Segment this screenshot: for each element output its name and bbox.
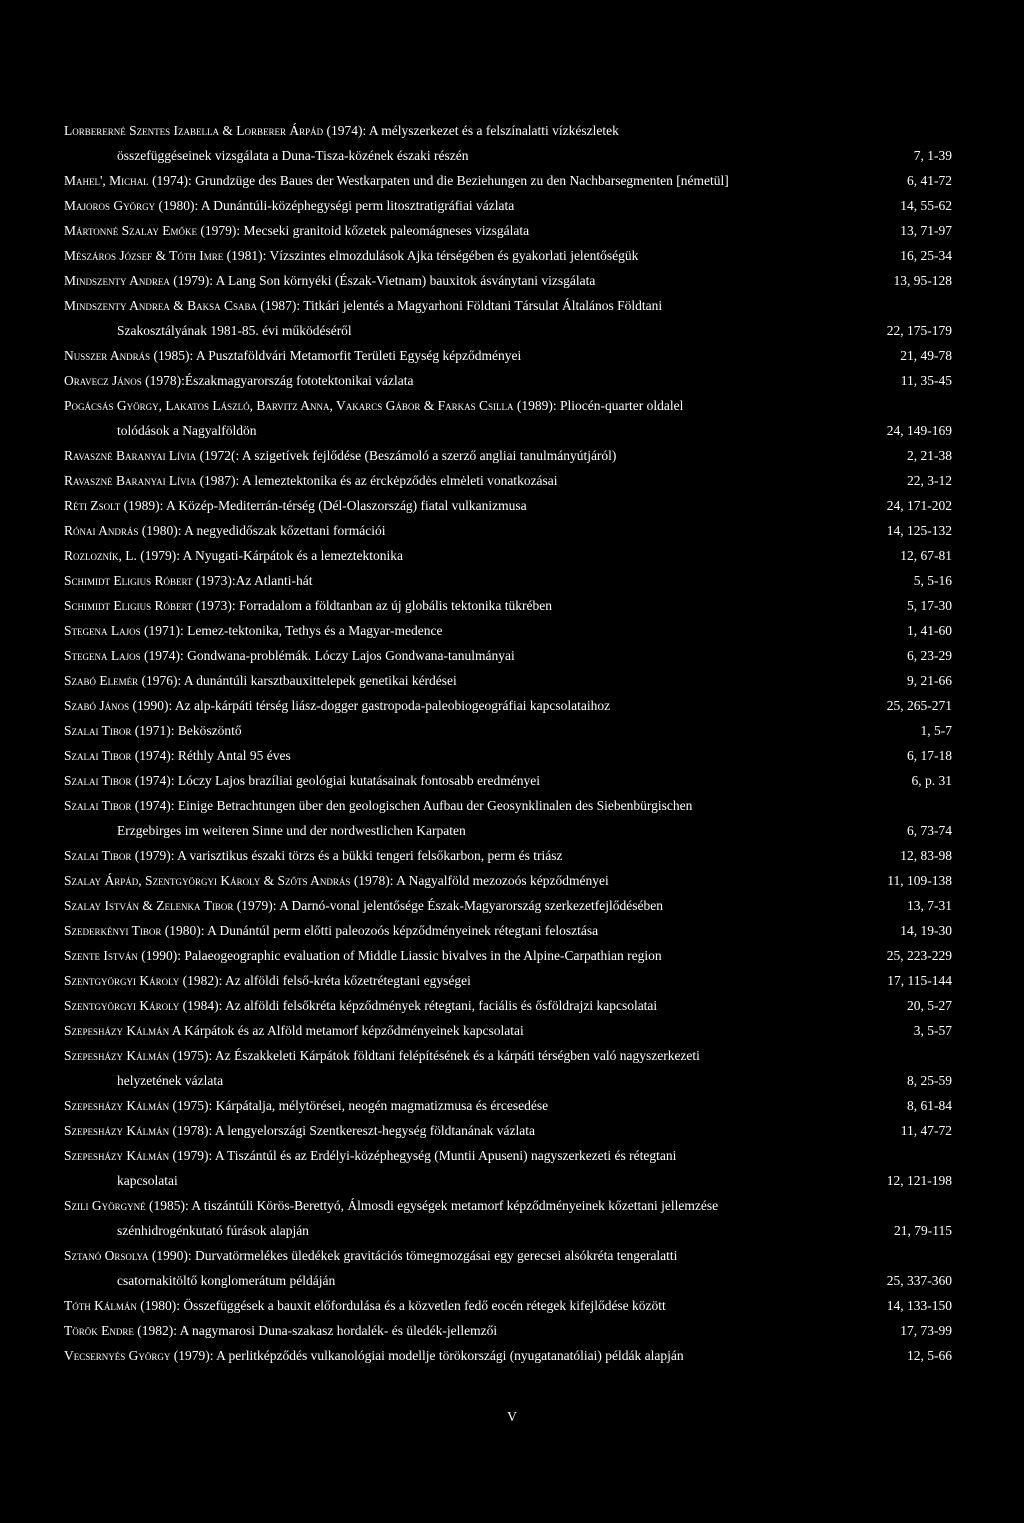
- entry-title: (1989): Pliocén-quarter oldalel: [513, 398, 684, 413]
- entry-text: [64, 218, 890, 243]
- entry-line: [64, 1143, 952, 1168]
- entry-reference: 14, 125-132: [886, 523, 952, 538]
- entry-line: [64, 643, 952, 668]
- bibliography-entry: [64, 1343, 952, 1368]
- bibliography-entry: [64, 693, 952, 718]
- entry-author: Mahel', Michal: [64, 173, 149, 188]
- entry-reference: 1, 5-7: [920, 723, 952, 738]
- bibliography-entry: [64, 393, 952, 443]
- entry-reference: 6, 23-29: [907, 648, 952, 663]
- entry-line: [64, 618, 952, 643]
- entry-author: Szalay Árpád, Szentgyörgyi Károly & Szőts András: [64, 873, 351, 888]
- bibliography-entry: [64, 1318, 952, 1343]
- entry-text: [64, 618, 897, 643]
- entry-author: Szepesházy Kálmán: [64, 1148, 170, 1163]
- entry-reference: 21, 79-115: [894, 1223, 952, 1238]
- entry-line: [64, 843, 952, 868]
- entry-line: [64, 1043, 952, 1068]
- entry-reference: 8, 25-59: [907, 1073, 952, 1088]
- entry-reference: 20, 5-27: [907, 998, 952, 1013]
- entry-title: (1985): A Pusztaföldvári Metamorfit Területi Egység képződményei: [150, 348, 522, 363]
- entry-title: (1974): Einige Betrachtungen über den geologischen Aufbau der Geosynklinalen des Siebenbürgischen: [131, 798, 693, 813]
- entry-author: Szabó Elemér: [64, 673, 139, 688]
- entry-text: [64, 968, 877, 993]
- entry-reference: 13, 71-97: [900, 223, 952, 238]
- entry-title: A Kárpátok és az Alföld metamorf képződményeinek kapcsolatai: [169, 1023, 524, 1038]
- entry-author: Schimidt Eligius Róbert: [64, 573, 193, 588]
- entry-continuation: Szakosztályának 1981-85. évi működéséről: [117, 323, 352, 338]
- entry-title: (1971): Beköszöntő: [131, 723, 242, 738]
- entry-reference: 12, 67-81: [900, 548, 952, 563]
- entry-text: [64, 593, 897, 618]
- entry-reference: 16, 25-34: [900, 248, 952, 263]
- entry-reference: 13, 95-128: [893, 273, 952, 288]
- entry-text: [64, 1293, 877, 1318]
- entry-reference: 8, 61-84: [907, 1098, 952, 1113]
- entry-author: Mészáros József & Tóth Imre: [64, 248, 224, 263]
- bibliography-entry: [64, 1243, 952, 1293]
- entry-line: [64, 118, 952, 143]
- entry-reference: 9, 21-66: [907, 673, 952, 688]
- entry-text: [64, 1193, 952, 1218]
- entry-reference: 25, 265-271: [886, 698, 952, 713]
- entry-continuation: Erzgebirges im weiteren Sinne und der nordwestlichen Karpaten: [117, 823, 466, 838]
- entry-text: [64, 343, 890, 368]
- entry-text: [64, 468, 897, 493]
- bibliography-entry: [64, 268, 952, 293]
- entry-author: Mindszenty Andrea & Baksa Csaba: [64, 298, 258, 313]
- entry-author: Szepesházy Kálmán: [64, 1048, 170, 1063]
- entry-reference: 14, 19-30: [900, 923, 952, 938]
- entry-author: Majoros György: [64, 198, 156, 213]
- entry-line: [64, 443, 952, 468]
- entry-text: [64, 793, 952, 818]
- entry-title: (1974): Grundzüge des Baues der Westkarpaten und die Beziehungen zu den Nachbarsegmenten [németül]: [148, 173, 729, 188]
- entry-author: Rozlozník, L.: [64, 548, 137, 563]
- entry-author: Nusszer András: [64, 348, 151, 363]
- entry-text: [64, 993, 897, 1018]
- entry-author: Szabó János: [64, 698, 130, 713]
- entry-title: (1982): A nagymarosi Duna-szakasz hordalék- és üledék-jellemzői: [133, 1323, 498, 1338]
- entry-author: Lorbererné Szentes Izabella & Lorberer Árpád: [64, 123, 324, 138]
- entry-author: Szalai Tibor: [64, 848, 132, 863]
- entry-reference: 5, 17-30: [907, 598, 952, 613]
- entry-line: [64, 168, 952, 193]
- bibliography-entry: [64, 118, 952, 168]
- entry-title: (1982): Az alföldi felső-kréta kőzetrétegtani egységei: [179, 973, 471, 988]
- entry-line: [64, 543, 952, 568]
- entry-title: (1978): A Nagyalföld mezozoós képződményei: [350, 873, 609, 888]
- bibliography-entry: [64, 1043, 952, 1093]
- entry-author: Szentgyörgyi Károly: [64, 998, 180, 1013]
- entry-line: [64, 368, 952, 393]
- entry-text: [64, 843, 890, 868]
- entry-line: [64, 793, 952, 818]
- entry-reference: 7, 1-39: [913, 148, 952, 163]
- entry-text: [64, 1318, 890, 1343]
- entry-title: (1971): Lemez-tektonika, Tethys és a Magyar-medence: [140, 623, 443, 638]
- bibliography-entry: [64, 618, 952, 643]
- bibliography-entry: [64, 868, 952, 893]
- bibliography-entry: [64, 843, 952, 868]
- entry-reference: 11, 109-138: [887, 873, 952, 888]
- entry-author: Szepesházy Kálmán: [64, 1023, 170, 1038]
- entry-author: Stegena Lajos: [64, 623, 141, 638]
- bibliography-entry: [64, 1118, 952, 1143]
- entry-title: (1973): Forradalom a földtanban az új globális tektonika tükrében: [192, 598, 552, 613]
- entry-line: [64, 268, 952, 293]
- bibliography-entry: [64, 543, 952, 568]
- entry-author: Ravasznė Baranyai Lívia: [64, 448, 197, 463]
- bibliography-entry: [64, 293, 952, 343]
- entry-line: [64, 718, 952, 743]
- entry-author: Sztanó Orsolya: [64, 1248, 149, 1263]
- entry-author: Török Endre: [64, 1323, 134, 1338]
- bibliography-entry: [64, 568, 952, 593]
- entry-title: (1987): A lemeztektonika és az érckėpződės elmėleti vonatkozásai: [196, 473, 558, 488]
- entry-author: Szepesházy Kálmán: [64, 1123, 170, 1138]
- entry-text: [64, 518, 877, 543]
- entry-author: Szalai Tibor: [64, 748, 132, 763]
- entry-text: [64, 393, 952, 418]
- entry-line: [64, 818, 952, 843]
- entry-author: Tóth Kálmán: [64, 1298, 137, 1313]
- entry-title: (1973):Az Atlanti-hát: [192, 573, 313, 588]
- entry-text: [64, 268, 884, 293]
- entry-continuation: szénhidrogénkutató fúrások alapján: [117, 1223, 309, 1238]
- entry-text: [64, 893, 897, 918]
- entry-line: [64, 1343, 952, 1368]
- bibliography-entry: [64, 993, 952, 1018]
- bibliography-entry: [64, 593, 952, 618]
- entry-line: [64, 1068, 952, 1093]
- entry-author: Ravasznė Baranyai Lívia: [64, 473, 197, 488]
- entry-reference: 11, 47-72: [900, 1123, 952, 1138]
- entry-title: (1979): Mecseki granitoid kőzetek paleomágneses vizsgálata: [196, 223, 530, 238]
- entry-title: (1981): Vízszintes elmozdulások Ajka térségében és gyakorlati jelentőségük: [223, 248, 639, 263]
- entry-line: [64, 1118, 952, 1143]
- entry-line: [64, 318, 952, 343]
- entry-text: [64, 1043, 952, 1068]
- bibliography-entry: [64, 193, 952, 218]
- bibliography-entry: [64, 343, 952, 368]
- entry-reference: 5, 5-16: [913, 573, 952, 588]
- entry-reference: 24, 171-202: [886, 498, 952, 513]
- bibliography-entry: [64, 218, 952, 243]
- entry-text: [64, 243, 890, 268]
- entry-author: Szepesházy Kálmán: [64, 1098, 170, 1113]
- entry-reference: 3, 5-57: [913, 1023, 952, 1038]
- entry-line: [64, 568, 952, 593]
- entry-line: [64, 293, 952, 318]
- entry-text: [64, 568, 904, 593]
- entry-author: Vecsernyés György: [64, 1348, 171, 1363]
- entry-title: (1979): A varisztikus északi törzs és a bükki tengeri felsőkarbon, perm és triász: [131, 848, 563, 863]
- bibliography-entry: [64, 443, 952, 468]
- entry-reference: 12, 83-98: [900, 848, 952, 863]
- entry-line: [64, 1293, 952, 1318]
- entry-line: [64, 1243, 952, 1268]
- entry-author: Oravecz János: [64, 373, 142, 388]
- entry-reference: 6, p. 31: [911, 773, 952, 788]
- entry-line: [64, 518, 952, 543]
- entry-reference: 6, 17-18: [907, 748, 952, 763]
- bibliography-entry: [64, 468, 952, 493]
- entry-line: [64, 1093, 952, 1118]
- entry-text: [64, 918, 890, 943]
- entry-text: [64, 493, 877, 518]
- entry-line: [64, 218, 952, 243]
- entry-title: (1975): Az Északkeleti Kárpátok földtani felépítésének és a kárpáti térségben való nagyszerkezeti: [169, 1048, 700, 1063]
- entry-line: [64, 668, 952, 693]
- entry-title: (1979): A Tiszántúl és az Erdélyi-középhegység (Muntii Apuseni) nagyszerkezeti és rétegtani: [169, 1148, 677, 1163]
- entry-reference: 6, 73-74: [907, 823, 952, 838]
- bibliography-entry: [64, 793, 952, 843]
- entry-reference: 21, 49-78: [900, 348, 952, 363]
- page-number: V: [507, 1409, 517, 1424]
- entry-continuation: kapcsolatai: [117, 1173, 178, 1188]
- bibliography-entry: [64, 668, 952, 693]
- entry-title: (1990): Durvatörmelékes üledékek gravitációs tömegmozgásai egy gerecsei alsókréta tengeralatti: [148, 1248, 678, 1263]
- entry-line: [64, 343, 952, 368]
- entry-text: [64, 293, 952, 318]
- entry-line: [64, 1168, 952, 1193]
- entry-text: [64, 668, 897, 693]
- entry-author: Szentgyörgyi Károly: [64, 973, 180, 988]
- entry-text: [64, 193, 890, 218]
- bibliography-entry: [64, 1143, 952, 1193]
- entry-continuation: tolódások a Nagyalföldön: [117, 423, 257, 438]
- entry-title: (1974): Lóczy Lajos brazíliai geológiai kutatásainak fontosabb eredményei: [131, 773, 540, 788]
- entry-text: [64, 743, 897, 768]
- entry-line: [64, 1318, 952, 1343]
- entry-reference: 1, 41-60: [907, 623, 952, 638]
- entry-title: (1979): A Lang Son környéki (Észak-Vietnam) bauxitok ásványtani vizsgálata: [169, 273, 596, 288]
- entry-title: (1980): A Dunántúl perm előtti paleozoós képződményeinek rétegtani felosztása: [161, 923, 599, 938]
- entry-reference: 14, 55-62: [900, 198, 952, 213]
- entry-author: Szalai Tibor: [64, 723, 132, 738]
- bibliography-entry: [64, 893, 952, 918]
- entry-title: (1989): A Közép-Mediterrán-térség (Dél-Olaszország) fiatal vulkanizmusa: [120, 498, 527, 513]
- entry-author: Szalai Tibor: [64, 773, 132, 788]
- entry-line: [64, 693, 952, 718]
- entry-title: (1976): A dunántúli karsztbauxittelepek genetikai kérdései: [138, 673, 457, 688]
- entry-author: Réti Zsolt: [64, 498, 121, 513]
- entry-author: Schimidt Eligius Róbert: [64, 598, 193, 613]
- entry-line: [64, 1193, 952, 1218]
- entry-title: (1974): A mélyszerkezet és a felszínalatti vízkészletek: [323, 123, 619, 138]
- entry-text: [64, 543, 890, 568]
- entry-title: (1990): Palaeogeographic evaluation of Middle Liassic bivalves in the Alpine-Carpathian region: [137, 948, 662, 963]
- entry-author: Szalai Tibor: [64, 798, 132, 813]
- entry-continuation: helyzetének vázlata: [117, 1073, 224, 1088]
- entry-line: [64, 743, 952, 768]
- entry-text: [64, 443, 897, 468]
- entry-reference: 14, 133-150: [886, 1298, 952, 1313]
- entry-text: [64, 768, 902, 793]
- bibliography-entry: [64, 718, 952, 743]
- entry-line: [64, 393, 952, 418]
- entry-text: [64, 1243, 952, 1268]
- entry-author: Rónai András: [64, 523, 139, 538]
- bibliography-entry: [64, 968, 952, 993]
- bibliography-entry: [64, 1018, 952, 1043]
- entry-reference: 2, 21-38: [907, 448, 952, 463]
- entry-text: [64, 1118, 891, 1143]
- entry-title: (1979): A perlitképződés vulkanológiai modellje törökországi (nyugatanatóliai) példák alapján: [170, 1348, 684, 1363]
- entry-continuation: csatornakitöltő konglomerátum példáján: [117, 1273, 336, 1288]
- entry-line: [64, 243, 952, 268]
- entry-title: (1972(: A szigetívek fejlődése (Beszámoló a szerző angliai tanulmányútjáról): [196, 448, 617, 463]
- entry-title: (1978):Északmagyarország fototektonikai vázlata: [141, 373, 414, 388]
- entry-text: [64, 693, 877, 718]
- entry-line: [64, 1268, 952, 1293]
- entry-line: [64, 868, 952, 893]
- entry-reference: 24, 149-169: [886, 423, 952, 438]
- entry-text: [64, 943, 877, 968]
- entry-author: Stegena Lajos: [64, 648, 141, 663]
- entry-reference: 6, 41-72: [907, 173, 952, 188]
- entry-line: [64, 593, 952, 618]
- entry-line: [64, 943, 952, 968]
- bibliography-entry: [64, 643, 952, 668]
- entry-title: (1975): Kárpátalja, mélytörései, neogén magmatizmusa és ércesedése: [169, 1098, 549, 1113]
- entry-reference: 25, 223-229: [886, 948, 952, 963]
- bibliography-entry: [64, 918, 952, 943]
- bibliography-entry: [64, 768, 952, 793]
- entry-text: [64, 118, 952, 143]
- bibliography-entry: [64, 743, 952, 768]
- entry-author: Szili Györgyné: [64, 1198, 146, 1213]
- entry-reference: 25, 337-360: [886, 1273, 952, 1288]
- entry-author: Szente István: [64, 948, 138, 963]
- entry-title: (1980): A Dunántúli-középhegységi perm litosztratigráfiai vázlata: [155, 198, 515, 213]
- entry-text: [64, 1143, 952, 1168]
- entry-title: (1990): Az alp-kárpáti térség liász-dogger gastropoda-paleobiogeográfiai kapcsolataihoz: [129, 698, 611, 713]
- entry-author: Mindszenty Andrea: [64, 273, 170, 288]
- entry-title: (1987): Titkári jelentés a Magyarhoni Földtani Társulat Általános Földtani: [257, 298, 663, 313]
- entry-reference: 22, 3-12: [907, 473, 952, 488]
- entry-reference: 11, 35-45: [900, 373, 952, 388]
- entry-title: (1979): A Nyugati-Kárpátok és a lemeztektonika: [136, 548, 404, 563]
- entry-text: [64, 1343, 897, 1368]
- entry-line: [64, 768, 952, 793]
- bibliography-entry: [64, 518, 952, 543]
- entry-text: [64, 168, 897, 193]
- entry-line: [64, 493, 952, 518]
- bibliography-entry: [64, 943, 952, 968]
- entry-title: (1974): Réthly Antal 95 éves: [131, 748, 291, 763]
- entry-title: (1984): Az alföldi felsőkréta képződmények rétegtani, faciális és ősföldrajzi kapcsolatai: [179, 998, 658, 1013]
- bibliography-entry: [64, 1093, 952, 1118]
- entry-reference: 12, 5-66: [907, 1348, 952, 1363]
- bibliography-entry: [64, 243, 952, 268]
- entry-title: (1979): A Darnó-vonal jelentősége Észak-Magyarország szerkezetfejlődésében: [233, 898, 663, 913]
- entry-line: [64, 893, 952, 918]
- entry-title: (1974): Gondwana-problémák. Lóczy Lajos Gondwana-tanulmányai: [140, 648, 515, 663]
- entry-author: Szederkényi Tibor: [64, 923, 162, 938]
- entry-line: [64, 468, 952, 493]
- entry-line: [64, 193, 952, 218]
- entry-line: [64, 918, 952, 943]
- entry-text: [64, 1018, 904, 1043]
- bibliography-list: [64, 118, 952, 1368]
- entry-title: (1978): A lengyelországi Szentkereszt-hegység földtanának vázlata: [169, 1123, 536, 1138]
- bibliography-entry: [64, 1193, 952, 1243]
- entry-author: Szalay István & Zelenka Tibor: [64, 898, 234, 913]
- entry-text: [64, 1093, 897, 1118]
- entry-reference: 17, 73-99: [900, 1323, 952, 1338]
- entry-title: (1980): A negyedidőszak kőzettani formációi: [138, 523, 386, 538]
- entry-line: [64, 143, 952, 168]
- entry-line: [64, 993, 952, 1018]
- bibliography-entry: [64, 1293, 952, 1318]
- entry-title: (1985): A tiszántúli Körös-Berettyó, Álmosdi egységek metamorf képződményeinek kőzettani jellemzése: [145, 1198, 719, 1213]
- entry-reference: 12, 121-198: [886, 1173, 952, 1188]
- entry-line: [64, 1018, 952, 1043]
- entry-text: [64, 868, 877, 893]
- entry-line: [64, 1218, 952, 1243]
- entry-reference: 22, 175-179: [886, 323, 952, 338]
- bibliography-entry: [64, 368, 952, 393]
- entry-continuation: összefüggéseinek vizsgálata a Duna-Tisza-közének északi részén: [117, 148, 469, 163]
- entry-line: [64, 418, 952, 443]
- entry-author: Mártonné Szalay Emőke: [64, 223, 197, 238]
- entry-text: [64, 368, 891, 393]
- entry-text: [64, 643, 897, 668]
- entry-title: (1980): Összefüggések a bauxit előfordulása és a közvetlen fedő eocén rétegek kifejlődése között: [136, 1298, 666, 1313]
- bibliography-entry: [64, 168, 952, 193]
- entry-author: Pogácsás György, Lakatos László, Barvitz Anna, Vakarcs Gábor & Farkas Csilla: [64, 398, 514, 413]
- entry-line: [64, 968, 952, 993]
- entry-reference: 13, 7-31: [907, 898, 952, 913]
- entry-reference: 17, 115-144: [887, 973, 952, 988]
- bibliography-entry: [64, 493, 952, 518]
- entry-text: [64, 718, 911, 743]
